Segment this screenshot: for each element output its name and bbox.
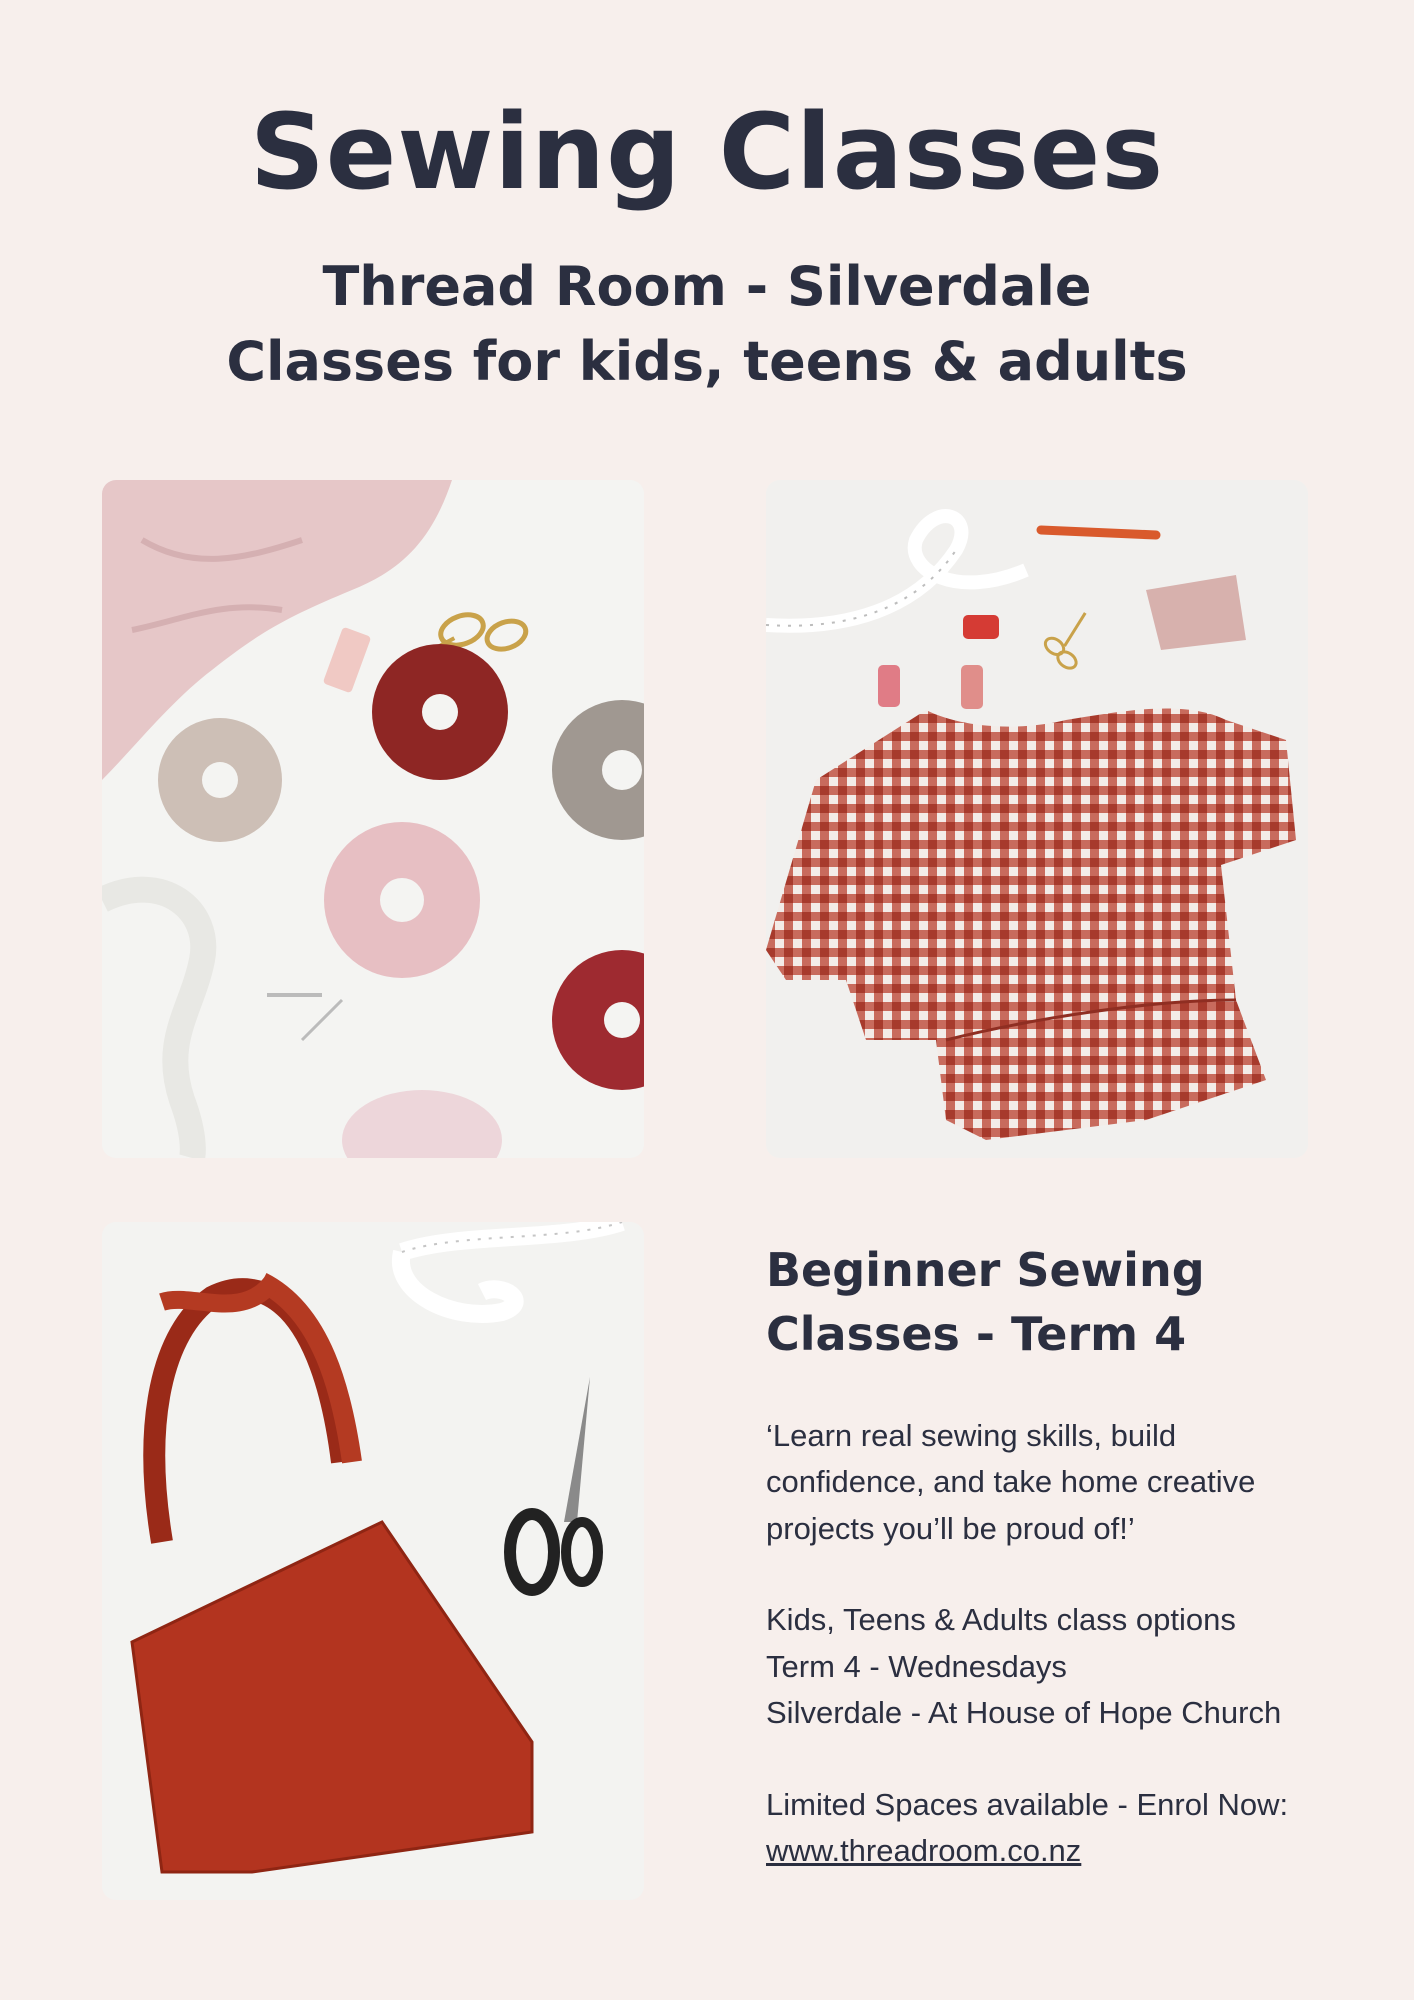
page-title: Sewing Classes: [249, 91, 1165, 213]
quote-block: [766, 1413, 1326, 1553]
enrol-text: Limited Spaces available - Enrol Now:: [766, 1786, 1289, 1822]
detail-audience: Kids, Teens & Adults class options: [766, 1602, 1236, 1638]
quote-line1: ‘Learn real sewing skills, build: [766, 1417, 1177, 1453]
enrol-block: [766, 1782, 1326, 1875]
subtitle-audience: Classes for kids, teens & adults: [226, 329, 1188, 393]
scrunchies-illustration: [102, 480, 644, 1158]
class-info: [766, 1238, 1326, 1920]
info-heading-line2: Classes - Term 4: [766, 1307, 1187, 1362]
scrunchies-photo: [102, 480, 644, 1158]
detail-schedule: Term 4 - Wednesdays: [766, 1648, 1067, 1684]
quote-line2: confidence, and take home creative: [766, 1464, 1256, 1500]
detail-location: Silverdale - At House of Hope Church: [766, 1695, 1282, 1731]
subtitle: [0, 250, 1414, 399]
subtitle-location: Thread Room - Silverdale: [322, 255, 1092, 318]
tote-bag-photo: [102, 1222, 644, 1900]
details-block: [766, 1597, 1326, 1737]
gingham-top-photo: [766, 480, 1308, 1158]
info-heading: [766, 1238, 1326, 1367]
info-heading-line1: Beginner Sewing: [766, 1243, 1205, 1297]
gingham-top-illustration: [766, 480, 1308, 1158]
quote-line3: projects you’ll be proud of!’: [766, 1510, 1135, 1546]
website-link[interactable]: www.threadroom.co.nz: [766, 1833, 1082, 1869]
tote-bag-illustration: [102, 1222, 644, 1900]
